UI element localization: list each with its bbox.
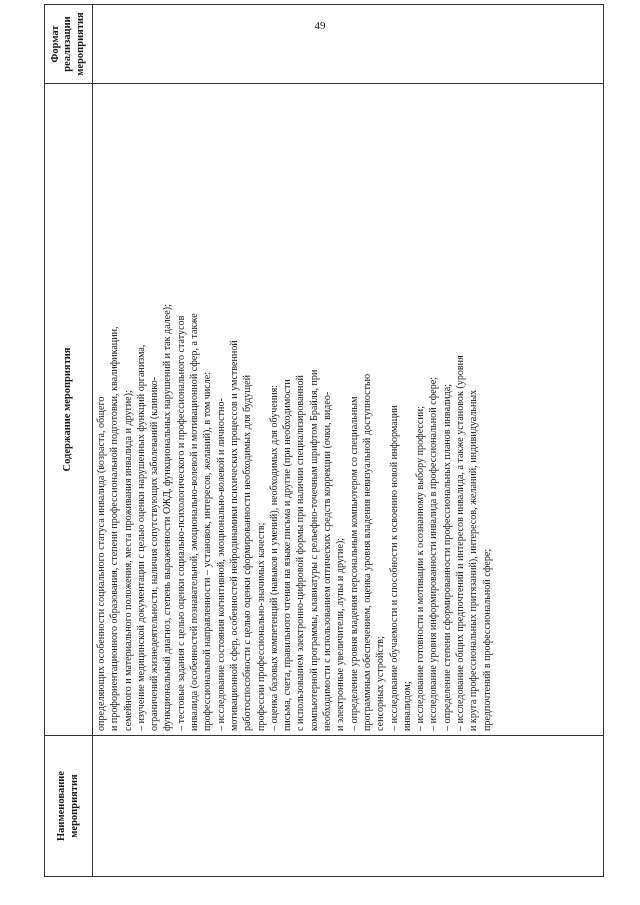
content-line: – оценка базовых компетенций (навыков и умений), необходимых для обучения:: [268, 384, 280, 731]
content-line: с использованием электронно-цифровой формы при наличии специализированной: [295, 375, 307, 731]
cell-name: [93, 736, 604, 877]
content-line: – исследование обучаемости и способности к освоению новой информации: [388, 405, 400, 731]
content-line: профессиональной направленности – установок, интересов, желаний), в том числе:: [202, 371, 214, 731]
content-line: – исследование уровня информированности инвалида в профессиональной сфере;: [428, 376, 440, 731]
content-line: и круга профессиональных притязаний), интересов, желаний, индивидуальных: [468, 389, 480, 731]
cell-content: [93, 84, 604, 736]
content-line: ограничений жизнедеятельности, наличия сопутствующих заболеваний (клинико-: [149, 376, 161, 731]
content-line: работоспособности с целью оценки сформированности необходимых для будущей: [242, 375, 254, 731]
events-table: [44, 4, 604, 877]
content-line: – тестовые задания с целью оценки социально-психологического и профессионального статусов: [175, 315, 187, 731]
header-name: Наименование мероприятия: [45, 736, 93, 877]
content-line: инвалидом;: [401, 681, 413, 731]
content-line: мотивационной сфер, особенностей нейродинамики психических процессов и умственной: [228, 340, 240, 731]
header-format: Формат реализации мероприятия: [45, 5, 93, 84]
content-line: определяющих особенности социального статуса инвалида (возраста, общего: [96, 396, 107, 731]
content-line: инвалида (особенностей познавательной, эмоционально-волевой и мотивационной сфер, а также: [189, 313, 201, 731]
content-line: семейного и материального положения, места проживания инвалида и другие);: [122, 390, 134, 731]
page-number: 49: [314, 20, 326, 32]
content-line: – исследование общих предпочтений и интересов инвалида, а также установок (уровня: [455, 355, 467, 731]
content-lines: [95, 88, 494, 731]
content-line: сенсорных устройств;: [375, 636, 387, 731]
content-line: – исследование готовности и мотивации к осознанному выбору профессии;: [415, 406, 427, 731]
content-line: предпочтений в профессиональной сфере;: [481, 548, 493, 731]
content-line: письма, счета, правильного чтения на языке письма и другие (при необходимости: [282, 379, 294, 731]
content-line: – исследование состояния когнитивной, эмоционально-волевой и личностно-: [215, 398, 227, 731]
content-line: – определение степени сформированности профессиональных планов инвалида;: [441, 384, 453, 731]
content-line: функциональный диагноз, степень выраженности ОЖД, функциональных нарушений и так далее);: [162, 304, 174, 731]
table-header-row: [45, 5, 93, 877]
content-line: необходимости с использованием оптических средств коррекции (очки, видео-: [322, 391, 334, 731]
content-line: программным обеспечением, оценка уровня владения невизуальной доступностью: [361, 373, 373, 731]
table-body-row: [93, 5, 604, 877]
content-line: и электронные увеличители, лупы и другие);: [335, 537, 347, 731]
header-content: Содержание мероприятия: [45, 84, 93, 736]
content-line: – определение уровня владения персональным компьютером со специальным: [348, 396, 360, 731]
cell-format: [93, 5, 604, 84]
content-line: компьютерной программы, клавиатуры с рельефно-точечным шрифтом Брайля, при: [308, 369, 320, 731]
content-line: профессии профессионально-значимых качеств;: [255, 522, 267, 731]
content-line: и профориентационного образования, степени профессиональной подготовки, квалификации,: [109, 326, 121, 731]
content-line: – изучение медицинской документации с целью оценки нарушенных функций организма,: [135, 344, 147, 731]
